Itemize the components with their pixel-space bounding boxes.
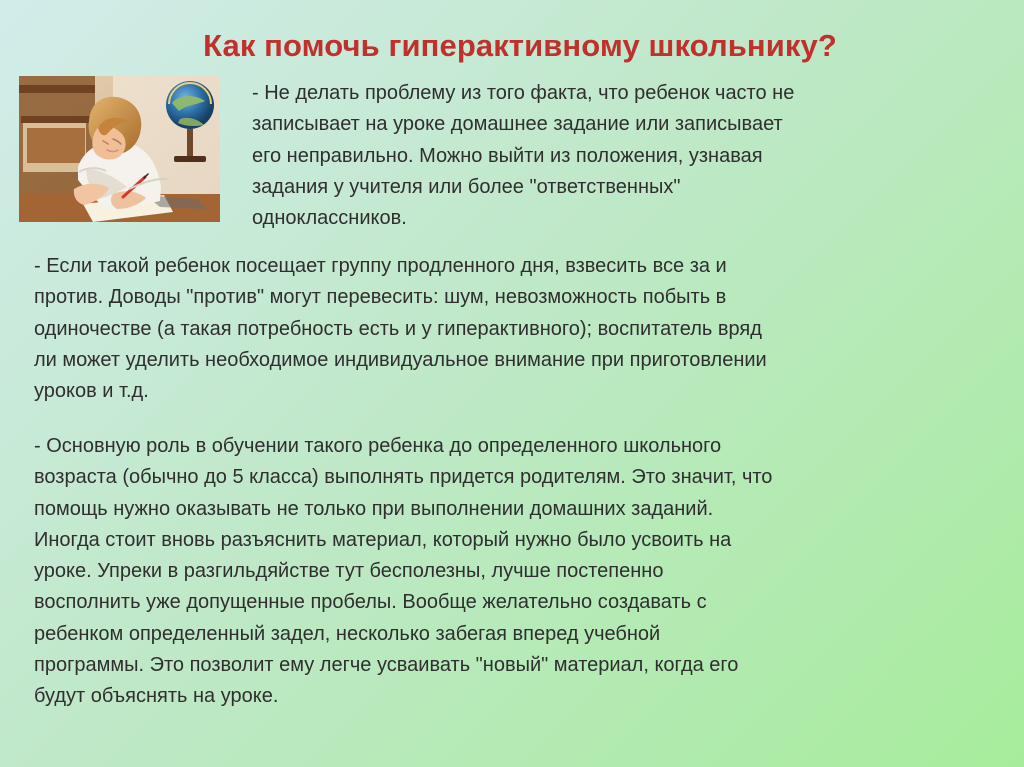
paragraph-line: - Основную роль в обучении такого ребенка до определенного школьного bbox=[34, 435, 722, 457]
child-writing-photo bbox=[19, 76, 220, 222]
paragraph-line: одноклассников. bbox=[252, 207, 407, 230]
paragraph-line: одиночестве (а такая потребность есть и у гиперактивного); воспитатель вряд bbox=[34, 317, 762, 340]
paragraph-line: его неправильно. Можно выйти из положения, узнавая bbox=[252, 144, 763, 167]
child-writing-illustration bbox=[19, 76, 220, 222]
paragraph-line: ребенком определенный задел, несколько забегая вперед учебной bbox=[34, 622, 661, 645]
paragraph-line: записывает на уроке домашнее задание или записывает bbox=[252, 113, 783, 136]
paragraph-line: помощь нужно оказывать не только при выполнении домашних заданий. bbox=[34, 497, 714, 520]
paragraph-line: восполнить уже допущенные пробелы. Вообще желательно создавать с bbox=[34, 591, 707, 614]
paragraph-line: Иногда стоит вновь разъяснить материал, который нужно было усвоить на bbox=[34, 528, 732, 551]
paragraph-after-school-group bbox=[34, 251, 994, 407]
paragraph-line: задания у учителя или более "ответственных" bbox=[252, 175, 681, 198]
slide-title: Как помочь гиперактивному школьнику? bbox=[203, 28, 837, 63]
paragraph-line: уроков и т.д. bbox=[34, 380, 149, 403]
paragraph-homework bbox=[252, 78, 972, 234]
paragraph-line: будут объяснять на уроке. bbox=[34, 685, 279, 708]
paragraph-line: - Если такой ребенок посещает группу продленного дня, взвесить все за и bbox=[34, 255, 727, 277]
paragraph-line: - Не делать проблему из того факта, что ребенок часто не bbox=[252, 82, 795, 104]
paragraph-line: против. Доводы "против" могут перевесить: шум, невозможность побыть в bbox=[34, 286, 727, 309]
paragraph-line: уроке. Упреки в разгильдяйстве тут бесполезны, лучше постепенно bbox=[34, 560, 664, 583]
paragraph-parent-role bbox=[34, 431, 994, 713]
paragraph-line: программы. Это позволит ему легче усваивать "новый" материал, когда его bbox=[34, 654, 739, 677]
paragraph-line: возраста (обычно до 5 класса) выполнять придется родителям. Это значит, что bbox=[34, 466, 773, 489]
paragraph-line: ли может уделить необходимое индивидуальное внимание при приготовлении bbox=[34, 348, 767, 371]
